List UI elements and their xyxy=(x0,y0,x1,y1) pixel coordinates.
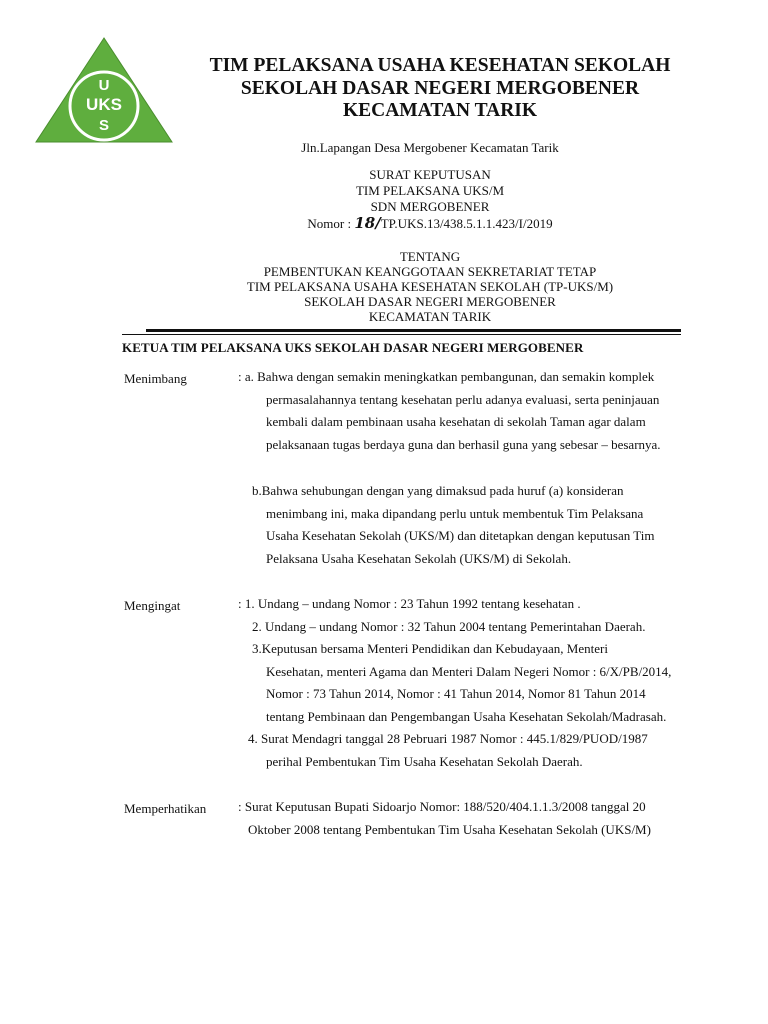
menimbang-a-line4: pelaksanaan tugas berdaya guna dan berhasil guna yang sebesar – besarnya. xyxy=(266,436,661,452)
logo-text-top: U xyxy=(98,77,110,94)
org-name-line3: KECAMATAN TARIK xyxy=(342,100,538,121)
memperhatikan-line1: : Surat Keputusan Bupati Sidoarjo Nomor: 188/520/404.1.1.3/2008 tanggal 20 xyxy=(238,799,646,814)
memperhatikan-label: Memperhatikan xyxy=(124,801,207,816)
org-name-line2: SEKOLAH DASAR NEGERI MERGOBENER xyxy=(240,78,640,99)
menimbang-b-line4: Pelaksana Usaha Kesehatan Sekolah (UKS/M) di Sekolah. xyxy=(266,550,572,566)
mengingat-item-4-line2: perihal Pembentukan Tim Usaha Kesehatan Sekolah Daerah. xyxy=(266,753,583,769)
menimbang-b-line1: b.Bahwa sehubungan dengan yang dimaksud pada huruf (a) konsideran xyxy=(252,483,624,498)
tentang-line2: TIM PELAKSANA USAHA KESEHATAN SEKOLAH (TP-UKS/M) xyxy=(246,279,614,294)
decree-issuer: TIM PELAKSANA UKS/M xyxy=(355,183,505,198)
decree-number xyxy=(120,215,740,233)
tentang-line3: SEKOLAH DASAR NEGERI MERGOBENER xyxy=(304,294,556,309)
menimbang-b-line2: menimbang ini, maka dipandang perlu untuk membentuk Tim Pelaksana xyxy=(266,505,644,521)
mengingat-item-3-line1: 3.Keputusan bersama Menteri Pendidikan dan Kebudayaan, Menteri xyxy=(252,641,608,656)
menimbang-point-a xyxy=(238,366,730,456)
mengingat-list xyxy=(238,593,730,773)
mengingat-label: Mengingat xyxy=(124,598,181,613)
decree-number-value: TP.UKS.13/438.5.1.1.423/I/2019 xyxy=(380,216,553,231)
memperhatikan-text xyxy=(238,796,730,841)
ketua-heading: KETUA TIM PELAKSANA UKS SEKOLAH DASAR NEGERI MERGOBENER xyxy=(122,340,584,355)
decree-number-label: Nomor : xyxy=(307,216,352,231)
menimbang-a-line3: kembali dalam pembinaan usaha kesehatan di sekolah Taman agar dalam xyxy=(266,414,646,429)
org-name-line1: TIM PELAKSANA USAHA KESEHATAN SEKOLAH xyxy=(209,55,671,76)
menimbang-a-line1: : a. Bahwa dengan semakin meningkatkan pembangunan, dan semakin komplek xyxy=(238,369,655,384)
mengingat-item-3-line2: Kesehatan, menteri Agama dan Menteri Dalam Negeri Nomor : 6/X/PB/2014, xyxy=(266,663,672,679)
mengingat-item-2: 2. Undang – undang Nomor : 32 Tahun 2004 tentang Pemerintahan Daerah. xyxy=(252,618,646,634)
address: Jln.Lapangan Desa Mergobener Kecamatan Tarik xyxy=(301,140,559,155)
memperhatikan-line2: Oktober 2008 tentang Pembentukan Tim Usaha Kesehatan Sekolah (UKS/M) xyxy=(248,821,651,837)
tentang-line1: PEMBENTUKAN KEANGGOTAAN SEKRETARIAT TETAP xyxy=(263,264,597,279)
divider-thin xyxy=(122,334,681,335)
logo-text-bottom: S xyxy=(98,117,110,134)
mengingat-item-3-line4: tentang Pembinaan dan Pengembangan Usaha Kesehatan Sekolah/Madrasah. xyxy=(266,708,667,724)
tentang-line4: KECAMATAN TARIK xyxy=(368,309,492,324)
menimbang-point-b xyxy=(238,480,730,570)
decree-number-handwritten: 18/ xyxy=(354,214,381,232)
logo-text-mid: UKS xyxy=(86,95,122,114)
tentang-label: TENTANG xyxy=(399,249,461,264)
menimbang-label: Menimbang xyxy=(124,371,187,386)
mengingat-item-1: : 1. Undang – undang Nomor : 23 Tahun 1992 tentang kesehatan . xyxy=(238,596,581,611)
menimbang-a-line2: permasalahannya tentang kesehatan perlu adanya evaluasi, serta peninjauan xyxy=(266,391,660,407)
decree-title: SURAT KEPUTUSAN xyxy=(369,167,491,182)
mengingat-item-3-line3: Nomor : 73 Tahun 2014, Nomor : 41 Tahun 2014, Nomor 81 Tahun 2014 xyxy=(266,686,646,701)
mengingat-item-4-line1: 4. Surat Mendagri tanggal 28 Pebruari 1987 Nomor : 445.1/829/PUOD/1987 xyxy=(248,731,648,746)
menimbang-b-line3: Usaha Kesehatan Sekolah (UKS/M) dan ditetapkan dengan keputusan Tim xyxy=(266,528,655,543)
decree-school: SDN MERGOBENER xyxy=(370,199,490,214)
divider-thick xyxy=(146,329,681,332)
